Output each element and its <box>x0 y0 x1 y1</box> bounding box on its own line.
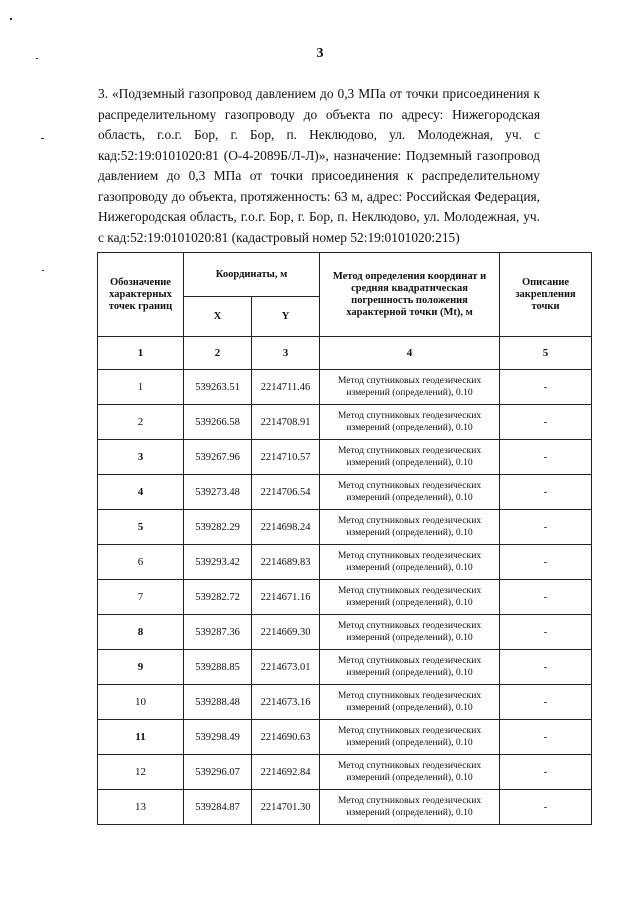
method-cell: Метод спутниковых геодезических измерений (определений), 0.10 <box>320 440 500 475</box>
y-cell: 2214690.63 <box>252 720 320 755</box>
column-number: 3 <box>252 337 320 370</box>
table-row <box>98 475 592 510</box>
coordinates-table <box>97 252 592 825</box>
method-cell: Метод спутниковых геодезических измерений (определений), 0.10 <box>320 510 500 545</box>
point-cell: 1 <box>98 370 184 405</box>
table-row <box>98 685 592 720</box>
method-cell: Метод спутниковых геодезических измерений (определений), 0.10 <box>320 545 500 580</box>
point-cell: 6 <box>98 545 184 580</box>
page-number: 3 <box>316 46 324 61</box>
header-point: Обозначение характерных точек границ <box>98 253 184 337</box>
point-cell: 9 <box>98 650 184 685</box>
y-cell: 2214692.84 <box>252 755 320 790</box>
x-cell: 539288.85 <box>184 650 252 685</box>
header-y: Y <box>252 297 320 337</box>
point-cell: 3 <box>98 440 184 475</box>
table-row <box>98 440 592 475</box>
method-cell: Метод спутниковых геодезических измерений (определений), 0.10 <box>320 685 500 720</box>
table-row <box>98 545 592 580</box>
y-cell: 2214706.54 <box>252 475 320 510</box>
method-cell: Метод спутниковых геодезических измерений (определений), 0.10 <box>320 755 500 790</box>
table-row <box>98 790 592 825</box>
x-cell: 539266.58 <box>184 405 252 440</box>
description-cell: - <box>500 720 592 755</box>
x-cell: 539282.29 <box>184 510 252 545</box>
document-paragraph: 3. «Подземный газопровод давлением до 0,3 МПа от точки присоединения к распределительному газопроводу до объекта по адресу: Нижегородская область, г.о.г. Бор, г. Бор, п. Неклюдово, ул. Молодежная, уч. с кад:52:19:0101020:81 (О-4-2089Б/Л-Л)», назначение: Подземный газопровод давлением до 0,3 МПа от точки присоединения к распределительному газопроводу до объекта, протяженность: 63 м, адрес: Российская Федерация, Нижегородская область, г.о.г. Бор, г. Бор, п. Неклюдово, ул. Молодежная, уч. с кад:52:19:0101020:81 (кадастровый номер 52:19:0101020:215) <box>98 86 540 245</box>
table-row <box>98 370 592 405</box>
description-cell: - <box>500 790 592 825</box>
table-row <box>98 615 592 650</box>
point-cell: 4 <box>98 475 184 510</box>
point-cell: 5 <box>98 510 184 545</box>
description-cell: - <box>500 545 592 580</box>
scan-mark <box>42 270 44 271</box>
y-cell: 2214711.46 <box>252 370 320 405</box>
x-cell: 539287.36 <box>184 615 252 650</box>
x-cell: 539288.48 <box>184 685 252 720</box>
x-cell: 539293.42 <box>184 545 252 580</box>
column-number: 5 <box>500 337 592 370</box>
y-cell: 2214669.30 <box>252 615 320 650</box>
point-cell: 8 <box>98 615 184 650</box>
table-body <box>98 370 592 825</box>
point-cell: 10 <box>98 685 184 720</box>
scan-mark <box>41 138 44 139</box>
method-cell: Метод спутниковых геодезических измерений (определений), 0.10 <box>320 405 500 440</box>
y-cell: 2214673.16 <box>252 685 320 720</box>
table-row <box>98 405 592 440</box>
method-cell: Метод спутниковых геодезических измерений (определений), 0.10 <box>320 650 500 685</box>
method-cell: Метод спутниковых геодезических измерений (определений), 0.10 <box>320 580 500 615</box>
description-cell: - <box>500 510 592 545</box>
method-cell: Метод спутниковых геодезических измерений (определений), 0.10 <box>320 475 500 510</box>
x-cell: 539267.96 <box>184 440 252 475</box>
table-row <box>98 580 592 615</box>
table-row <box>98 510 592 545</box>
y-cell: 2214701.30 <box>252 790 320 825</box>
description-cell: - <box>500 475 592 510</box>
y-cell: 2214689.83 <box>252 545 320 580</box>
y-cell: 2214710.57 <box>252 440 320 475</box>
point-cell: 13 <box>98 790 184 825</box>
y-cell: 2214708.91 <box>252 405 320 440</box>
description-cell: - <box>500 755 592 790</box>
method-cell: Метод спутниковых геодезических измерений (определений), 0.10 <box>320 790 500 825</box>
table-row <box>98 650 592 685</box>
method-cell: Метод спутниковых геодезических измерений (определений), 0.10 <box>320 370 500 405</box>
method-cell: Метод спутниковых геодезических измерений (определений), 0.10 <box>320 720 500 755</box>
point-cell: 2 <box>98 405 184 440</box>
column-number-row <box>98 337 592 370</box>
description-cell: - <box>500 405 592 440</box>
column-number: 4 <box>320 337 500 370</box>
y-cell: 2214673.01 <box>252 650 320 685</box>
header-method: Метод определения координат и средняя квадратическая погрешность положения характерной точки (Mt), м <box>320 253 500 337</box>
column-number: 1 <box>98 337 184 370</box>
x-cell: 539298.49 <box>184 720 252 755</box>
header-description: Описание закрепления точки <box>500 253 592 337</box>
table-row <box>98 755 592 790</box>
description-cell: - <box>500 685 592 720</box>
description-cell: - <box>500 370 592 405</box>
header-coordinates: Координаты, м <box>184 253 320 297</box>
point-cell: 11 <box>98 720 184 755</box>
point-cell: 12 <box>98 755 184 790</box>
x-cell: 539282.72 <box>184 580 252 615</box>
column-number: 2 <box>184 337 252 370</box>
header-x: X <box>184 297 252 337</box>
description-cell: - <box>500 650 592 685</box>
scan-mark <box>10 18 12 20</box>
description-cell: - <box>500 615 592 650</box>
description-cell: - <box>500 440 592 475</box>
point-cell: 7 <box>98 580 184 615</box>
method-cell: Метод спутниковых геодезических измерений (определений), 0.10 <box>320 615 500 650</box>
description-cell: - <box>500 580 592 615</box>
x-cell: 539296.07 <box>184 755 252 790</box>
y-cell: 2214698.24 <box>252 510 320 545</box>
x-cell: 539284.87 <box>184 790 252 825</box>
x-cell: 539273.48 <box>184 475 252 510</box>
x-cell: 539263.51 <box>184 370 252 405</box>
y-cell: 2214671.16 <box>252 580 320 615</box>
table-row <box>98 720 592 755</box>
